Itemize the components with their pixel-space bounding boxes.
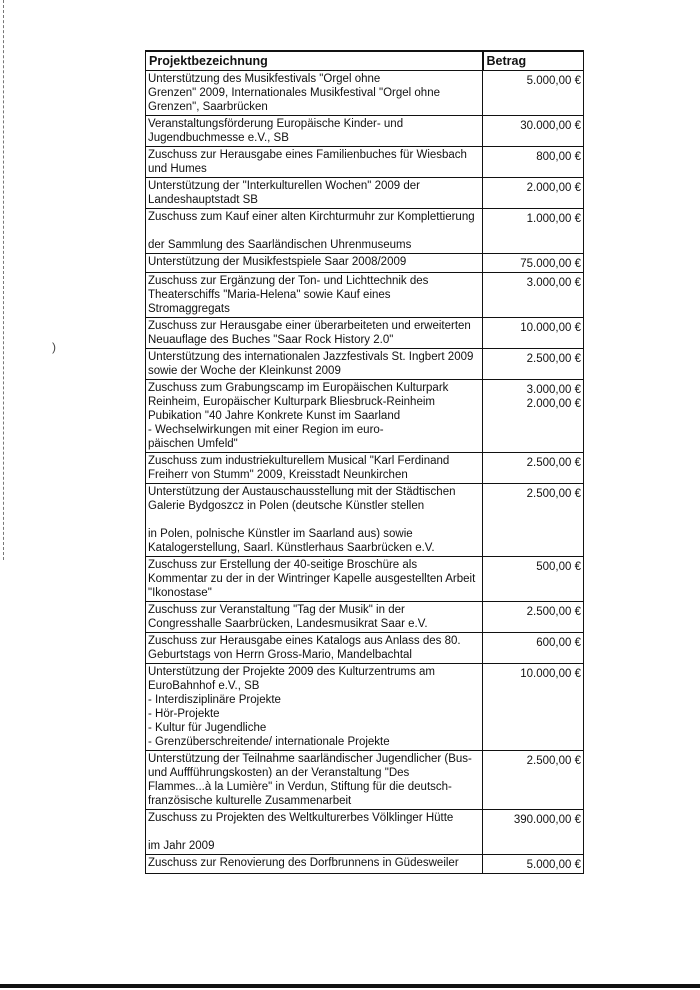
table-row: [146, 557, 584, 602]
amount-cell: 10.000,00 €: [483, 664, 584, 751]
project-description: Veranstaltungsförderung Europäische Kinder- und Jugendbuchmesse e.V., SB: [146, 116, 483, 147]
amount-cell: 30.000,00 €: [483, 116, 584, 147]
table-row: [146, 254, 584, 273]
table-row: [146, 209, 584, 254]
table-header-row: [146, 51, 584, 71]
table-row: [146, 71, 584, 116]
amount-cell: 5.000,00 €: [483, 71, 584, 116]
table-row: [146, 318, 584, 349]
project-description: Zuschuss zur Renovierung des Dorfbrunnens in Güdesweiler: [146, 855, 483, 874]
table-row: [146, 810, 584, 855]
project-description: Zuschuss zur Herausgabe eines Familienbuches für Wiesbach und Humes: [146, 147, 483, 178]
project-description: Zuschuss zur Herausgabe einer überarbeiteten und erweiterten Neuauflage des Buches "Saar Rock History 2.0": [146, 318, 483, 349]
amount-cell: 2.500,00 €: [483, 751, 584, 810]
amount-cell: 2.500,00 €: [483, 602, 584, 633]
funding-table: [145, 50, 584, 874]
project-description: Unterstützung der Austauschausstellung mit der Städtischen Galerie Bydgoszcz in Polen (deutsche Künstler stellen in Polen, polnische Künstler im Saarland aus) sowie Katalogerstellung, Saarl. Künstlerhaus Saarbrücken e.V.: [146, 484, 483, 557]
amount-cell: 2.500,00 €: [483, 453, 584, 484]
amount-cell: 1.000,00 €: [483, 209, 584, 254]
amount-cell: 2.500,00 €: [483, 349, 584, 380]
margin-mark: ): [52, 340, 56, 354]
table-row: [146, 147, 584, 178]
project-description: Zuschuss zu Projekten des Weltkulturerbes Völklinger Hütte im Jahr 2009: [146, 810, 483, 855]
amount-cell: 390.000,00 €: [483, 810, 584, 855]
amount-cell: 500,00 €: [483, 557, 584, 602]
project-description: Zuschuss zum industriekulturellem Musical "Karl Ferdinand Freiherr von Stumm" 2009, Kreisstadt Neunkirchen: [146, 453, 483, 484]
project-description: Unterstützung des internationalen Jazzfestivals St. Ingbert 2009 sowie der Woche der Kleinkunst 2009: [146, 349, 483, 380]
table-row: [146, 664, 584, 751]
project-description: Unterstützung der Teilnahme saarländischer Jugendlicher (Bus- und Auffführungskosten) an der Veranstaltung "Des Flammes...à la Lumière" in Verdun, Stiftung für die deutsch- französische kulturelle Zusammenarbeit: [146, 751, 483, 810]
project-description: Zuschuss zur Veranstaltung "Tag der Musik" in der Congresshalle Saarbrücken, Landesmusikrat Saar e.V.: [146, 602, 483, 633]
table-row: [146, 380, 584, 453]
header-amount: Betrag: [483, 51, 584, 71]
project-description: Zuschuss zur Herausgabe eines Katalogs aus Anlass des 80. Geburtstags von Herrn Gross-Mario, Mandelbachtal: [146, 633, 483, 664]
left-margin-line: [3, 0, 5, 560]
amount-cell: 800,00 €: [483, 147, 584, 178]
table-row: [146, 453, 584, 484]
table-row: [146, 602, 584, 633]
amount-cell: 5.000,00 €: [483, 855, 584, 874]
project-description: Unterstützung der Musikfestspiele Saar 2008/2009: [146, 254, 483, 273]
project-description: Zuschuss zur Ergänzung der Ton- und Lichttechnik des Theaterschiffs "Maria-Helena" sowie Kauf eines Stromaggregats: [146, 273, 483, 318]
amount-cell: 10.000,00 €: [483, 318, 584, 349]
amount-cell: 3.000,00 € 2.000,00 €: [483, 380, 584, 453]
table-row: [146, 116, 584, 147]
project-description: Unterstützung des Musikfestivals "Orgel ohne Grenzen" 2009, Internationales Musikfestival "Orgel ohne Grenzen", Saarbrücken: [146, 71, 483, 116]
table-row: [146, 178, 584, 209]
project-description: Zuschuss zur Erstellung der 40-seitige Broschüre als Kommentar zu der in der Wintringer Kapelle ausgestellten Arbeit "Ikonostase": [146, 557, 483, 602]
amount-cell: 2.500,00 €: [483, 484, 584, 557]
table-row: [146, 751, 584, 810]
amount-cell: 75.000,00 €: [483, 254, 584, 273]
table-row: [146, 855, 584, 874]
project-description: Unterstützung der "Interkulturellen Wochen" 2009 der Landeshauptstadt SB: [146, 178, 483, 209]
table-row: [146, 273, 584, 318]
table-row: [146, 484, 584, 557]
bottom-rule: [0, 984, 700, 988]
amount-cell: 2.000,00 €: [483, 178, 584, 209]
project-description: Zuschuss zum Grabungscamp im Europäischen Kulturpark Reinheim, Europäischer Kulturpark Bliesbruck-Reinheim Pubikation "40 Jahre Konkrete Kunst im Saarland - Wechselwirkungen mit einer Region im euro- päischen Umfeld": [146, 380, 483, 453]
amount-cell: 600,00 €: [483, 633, 584, 664]
project-description: Zuschuss zum Kauf einer alten Kirchturmuhr zur Komplettierung der Sammlung des Saarländischen Uhrenmuseums: [146, 209, 483, 254]
header-project: Projektbezeichnung: [146, 51, 483, 71]
amount-cell: 3.000,00 €: [483, 273, 584, 318]
project-description: Unterstützung der Projekte 2009 des Kulturzentrums am EuroBahnhof e.V., SB - Interdisziplinäre Projekte - Hör-Projekte - Kultur für Jugendliche - Grenzüberschreitende/ internationale Projekte: [146, 664, 483, 751]
table-row: [146, 633, 584, 664]
table-row: [146, 349, 584, 380]
